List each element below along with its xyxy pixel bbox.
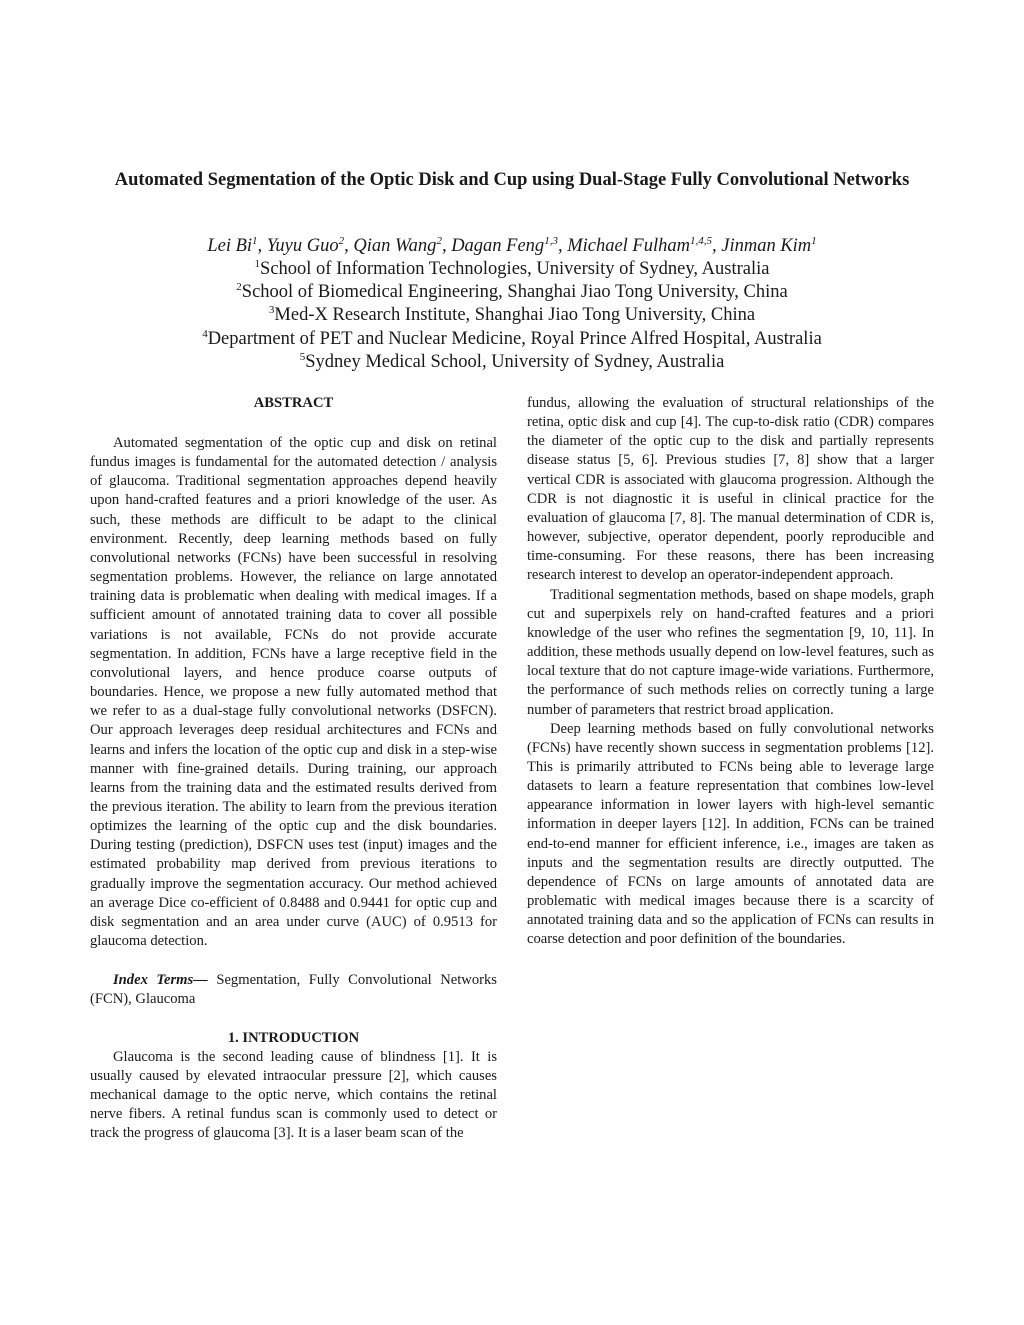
affiliation-mark: 2 bbox=[236, 281, 242, 294]
author-affil-mark: 1,4,5 bbox=[689, 234, 712, 247]
intro-paragraph-2: Traditional segmentation methods, based on shape models, graph cut and superpixels rely on hand-crafted features and a priori knowledge of the user who refines the segmentation [9, 10, 11]. In addition, these methods usually depend on low-level features, such as local texture that do not capture image-wide variations. Furthermore, the performance of such methods relies on correctly tuning a large number of parameters that restrict broad application. bbox=[527, 586, 934, 718]
intro-paragraph-3: Deep learning methods based on fully convolutional networks (FCNs) have recently shown success in segmentation problems [12]. This is primarily attributed to FCNs being able to leverage large datasets to learn a feature representation that combines low-level appearance information in lower layers with high-level semantic information in deeper layers [12]. In addition, FCNs can be trained end-to-end manner for efficient inference, i.e., images are taken as inputs and the segmentation results are directly outputted. The dependence of FCNs on large amounts of annotated data are problematic with medical images because there is a scarcity of annotated training data and so the application of FCNs can results in coarse detection and poor definition of the boundaries. bbox=[527, 720, 934, 948]
author-separator: , bbox=[557, 236, 568, 256]
author bbox=[721, 236, 816, 256]
affiliation bbox=[80, 304, 944, 327]
paper-title: Automated Segmentation of the Optic Disk and Cup using Dual-Stage Fully Convolutional Networks bbox=[114, 170, 910, 190]
author-name: Dagan Feng bbox=[451, 236, 545, 256]
affiliation bbox=[80, 281, 944, 304]
author-name: Lei Bi bbox=[207, 236, 253, 256]
intro-heading: 1. INTRODUCTION bbox=[227, 1029, 360, 1046]
index-terms-text: Segmentation, Fully Convolutional Networks (FCN), Glaucoma bbox=[90, 972, 497, 1008]
affiliation-text: School of Information Technologies, University of Sydney, Australia bbox=[260, 259, 770, 279]
intro-paragraph: Glaucoma is the second leading cause of blindness [1]. It is usually caused by elevated intraocular pressure [2], which causes mechanical damage to the optic nerve, which contains the retinal nerve fibers. A retinal fundus scan is commonly used to detect or track the progress of glaucoma [3]. It is a laser beam scan of the bbox=[90, 1048, 497, 1142]
affiliation-text: Sydney Medical School, University of Sydney, Australia bbox=[305, 351, 725, 372]
author-separator: , bbox=[344, 236, 354, 256]
affiliation-mark: 4 bbox=[202, 327, 208, 340]
intro-paragraph-continued: fundus, allowing the evaluation of structural relationships of the retina, optic disk and cup [4]. The cup-to-disk ratio (CDR) compares the diameter of the optic cup to the disk and partially represents disease status [5, 6]. Previous studies [7, 8] show that a larger vertical CDR is associated with glaucoma progression. Although the CDR is not diagnostic it is useful in clinical practice for the evaluation of glaucoma [7, 8]. The manual determination of CDR is, however, subjective, operator dependent, poorly reproducible and time-consuming. For these reasons, there has been increasing research interest to develop an operator-independent approach. bbox=[527, 395, 934, 584]
index-terms-label: Index Terms— bbox=[113, 972, 208, 989]
affiliation bbox=[80, 351, 944, 374]
author-name: Michael Fulham bbox=[567, 236, 690, 256]
author-separator: , bbox=[441, 236, 452, 256]
affiliation bbox=[80, 258, 944, 281]
affiliation-text: School of Biomedical Engineering, Shanghai Jiao Tong University, China bbox=[241, 282, 788, 303]
author-name: Qian Wang bbox=[353, 236, 437, 256]
affiliation bbox=[80, 328, 944, 351]
affiliation-mark: 3 bbox=[268, 304, 275, 317]
author-affil-mark: 1 bbox=[252, 234, 258, 247]
affiliation-mark: 1 bbox=[254, 257, 261, 270]
affiliation-list bbox=[80, 258, 944, 374]
author-affil-mark: 2 bbox=[436, 234, 442, 247]
author bbox=[267, 236, 344, 256]
author-separator: , bbox=[257, 236, 267, 256]
author-affil-mark: 1,3 bbox=[544, 234, 558, 247]
affiliation-text: Department of PET and Nuclear Medicine, Royal Prince Alfred Hospital, Australia bbox=[207, 328, 822, 349]
abstract-text: Automated segmentation of the optic cup and disk on retinal fundus images is fundamental for the automated detection / analysis of glaucoma. Traditional segmentation approaches depend heavily upon hand-crafted features and a priori knowledge of the user. As such, these methods are difficult to be adapt to the clinical environment. Recently, deep learning methods based on fully convolutional networks (FCNs) have been successful in resolving segmentation problems. However, the reliance on large annotated training data is problematic when dealing with medical images. If a sufficient amount of annotated training data to cover all possible variations is not available, FCNs do not provide accurate segmentation. In addition, FCNs have a large receptive field in the convolutional layers, and hence produce coarse outputs of boundaries. Hence, we propose a new fully automated method that we refer to as a dual-stage fully convolutional networks (DSFCN). Our approach leverages deep residual architectures and FCNs and learns and infers the location of the optic cup and disk in a step-wise manner with fine-grained details. During training, our approach learns from the training data and the estimated results derived from the previous iteration. The ability to learn from the previous iteration optimizes the learning of the optic cup and the disk boundaries. During testing (prediction), DSFCN uses test (input) images and the estimated probability map derived from previous iterations to gradually improve the segmentation accuracy. Our method achieved an average Dice co-efficient of 0.8488 and 0.9441 for optic cup and disk segmentation and an area under curve (AUC) of 0.9513 for glaucoma detection. bbox=[90, 435, 497, 950]
author-affil-mark: 2 bbox=[338, 234, 345, 247]
right-column bbox=[527, 394, 934, 950]
author-affil-mark: 1 bbox=[811, 234, 817, 247]
index-terms bbox=[90, 971, 497, 1009]
affiliation-text: Med-X Research Institute, Shanghai Jiao Tong University, China bbox=[274, 305, 756, 326]
left-column bbox=[90, 394, 497, 1143]
author bbox=[353, 236, 442, 256]
affiliation-mark: 5 bbox=[299, 350, 306, 363]
author-separator: , bbox=[711, 236, 722, 256]
author bbox=[207, 236, 257, 256]
author-name: Yuyu Guo bbox=[266, 236, 339, 256]
author bbox=[567, 236, 712, 256]
author-name: Jinman Kim bbox=[721, 236, 812, 256]
abstract-heading: ABSTRACT bbox=[253, 395, 334, 411]
author bbox=[451, 236, 558, 256]
author-list bbox=[80, 233, 944, 260]
